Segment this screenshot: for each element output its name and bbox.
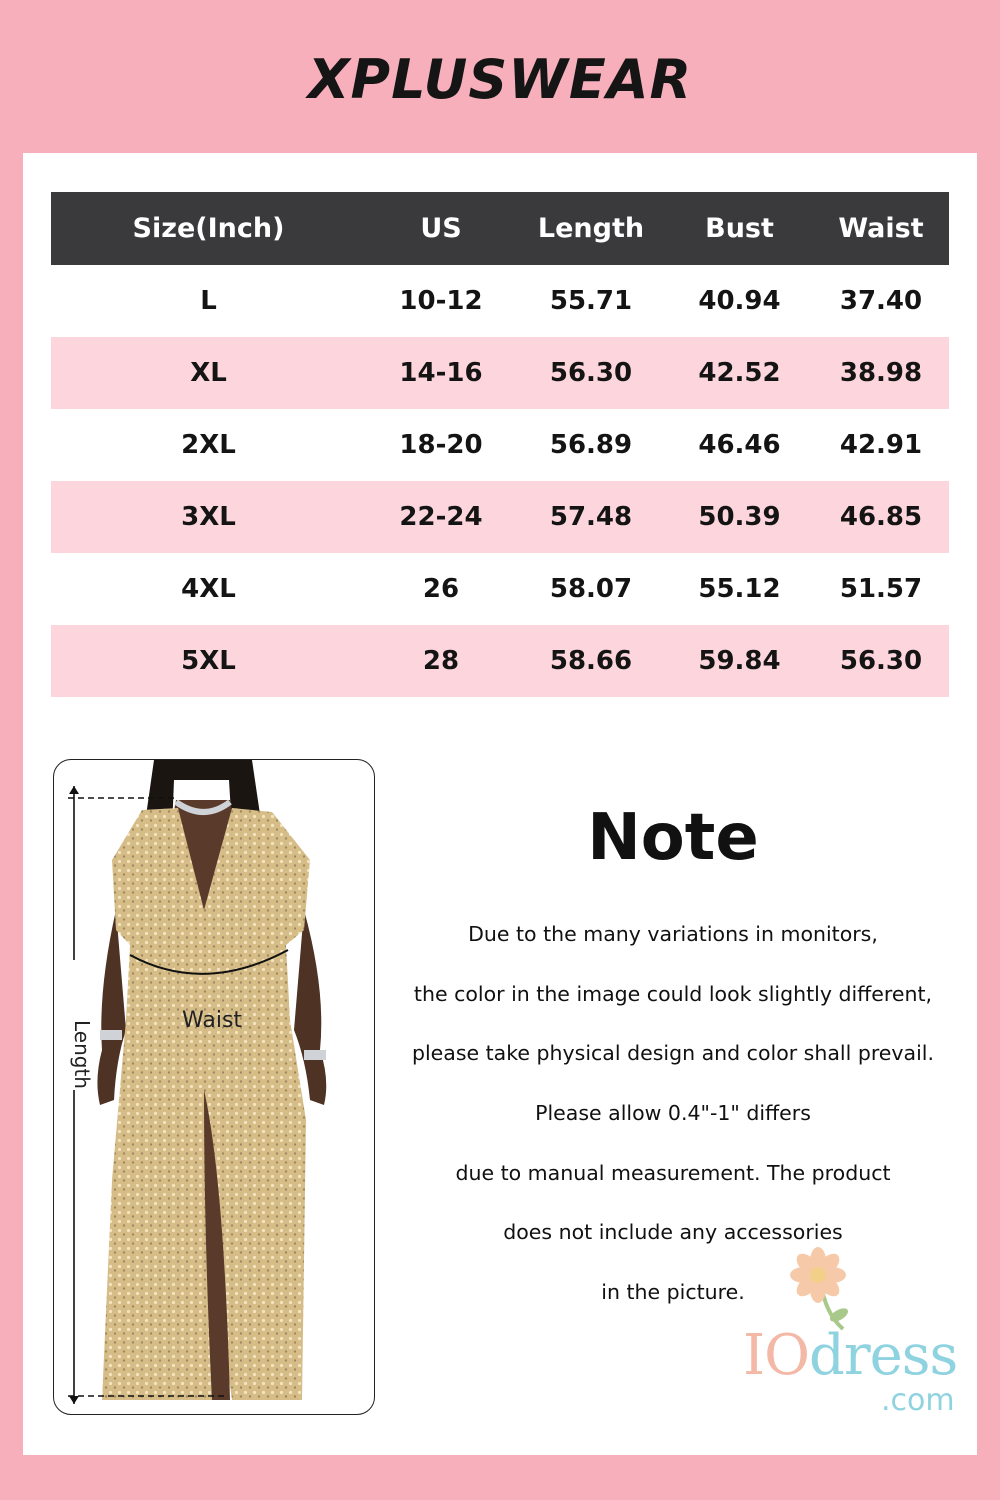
cell-waist: 37.40	[839, 286, 923, 316]
cell-length: 56.30	[516, 337, 666, 409]
cell-bust: 42.52	[666, 337, 813, 409]
cell-length: 58.07	[549, 574, 633, 604]
cell-us: 26	[422, 574, 460, 604]
cell-size: XL	[51, 337, 366, 409]
table-row	[51, 409, 949, 481]
note-line: Please allow 0.4"-1" differs	[535, 1101, 811, 1126]
model-photo-frame	[53, 759, 375, 1415]
note-line: due to manual measurement. The product	[455, 1160, 891, 1185]
watermark-logo	[743, 1243, 973, 1423]
table-row	[51, 337, 949, 409]
cell-us: 18-20	[399, 430, 483, 460]
table-row	[51, 481, 949, 553]
note-line: Due to the many variations in monitors,	[468, 922, 878, 946]
note-line: does not include any accessories	[503, 1220, 843, 1245]
cell-waist: 46.85	[813, 481, 949, 553]
table-header-row	[51, 192, 949, 265]
brand-logo: XPLUSWEAR	[307, 48, 693, 111]
cell-us: 10-12	[399, 286, 483, 316]
length-label: Length	[70, 1020, 94, 1089]
cell-bust: 46.46	[698, 430, 781, 460]
cell-waist: 38.98	[813, 337, 949, 409]
cell-length: 56.89	[549, 430, 633, 460]
table-row	[51, 625, 949, 697]
cell-bust: 40.94	[698, 286, 781, 316]
cell-bust: 59.84	[666, 625, 813, 697]
model-illustration	[54, 760, 374, 1414]
cell-length: 58.66	[516, 625, 666, 697]
table-row	[51, 265, 949, 337]
cell-size: 5XL	[51, 625, 366, 697]
watermark-text	[743, 1323, 957, 1388]
header-waist: Waist	[813, 192, 949, 265]
cell-waist: 42.91	[839, 430, 923, 460]
header-length: Length	[516, 192, 666, 265]
header-us: US	[366, 192, 516, 265]
cell-length: 55.71	[549, 286, 633, 316]
note-line: in the picture.	[601, 1280, 745, 1305]
note-line: the color in the image could look slightly different,	[413, 981, 933, 1006]
flower-icon	[773, 1243, 863, 1333]
header-size: Size(Inch)	[51, 192, 366, 265]
cell-us: 28	[366, 625, 516, 697]
cell-size: 2XL	[181, 430, 236, 460]
watermark-text-b: dress	[809, 1323, 958, 1388]
table-row	[51, 553, 949, 625]
waist-label: Waist	[182, 1008, 243, 1033]
cell-size: L	[200, 286, 217, 316]
watermark-text-a: IO	[743, 1323, 810, 1388]
cell-us: 14-16	[366, 337, 516, 409]
cell-size: 3XL	[51, 481, 366, 553]
watermark-suffix: .com	[881, 1383, 955, 1418]
cell-bust: 50.39	[666, 481, 813, 553]
note-title: Note	[587, 801, 759, 875]
cell-us: 22-24	[366, 481, 516, 553]
size-chart-card	[23, 153, 977, 1455]
cell-waist: 51.57	[839, 574, 923, 604]
cell-length: 57.48	[516, 481, 666, 553]
cell-waist: 56.30	[813, 625, 949, 697]
size-table	[51, 192, 949, 697]
cell-bust: 55.12	[698, 574, 781, 604]
note-line: please take physical design and color shall prevail.	[411, 1041, 935, 1066]
brand-header	[0, 40, 1000, 120]
header-bust: Bust	[666, 192, 813, 265]
cell-size: 4XL	[181, 574, 236, 604]
